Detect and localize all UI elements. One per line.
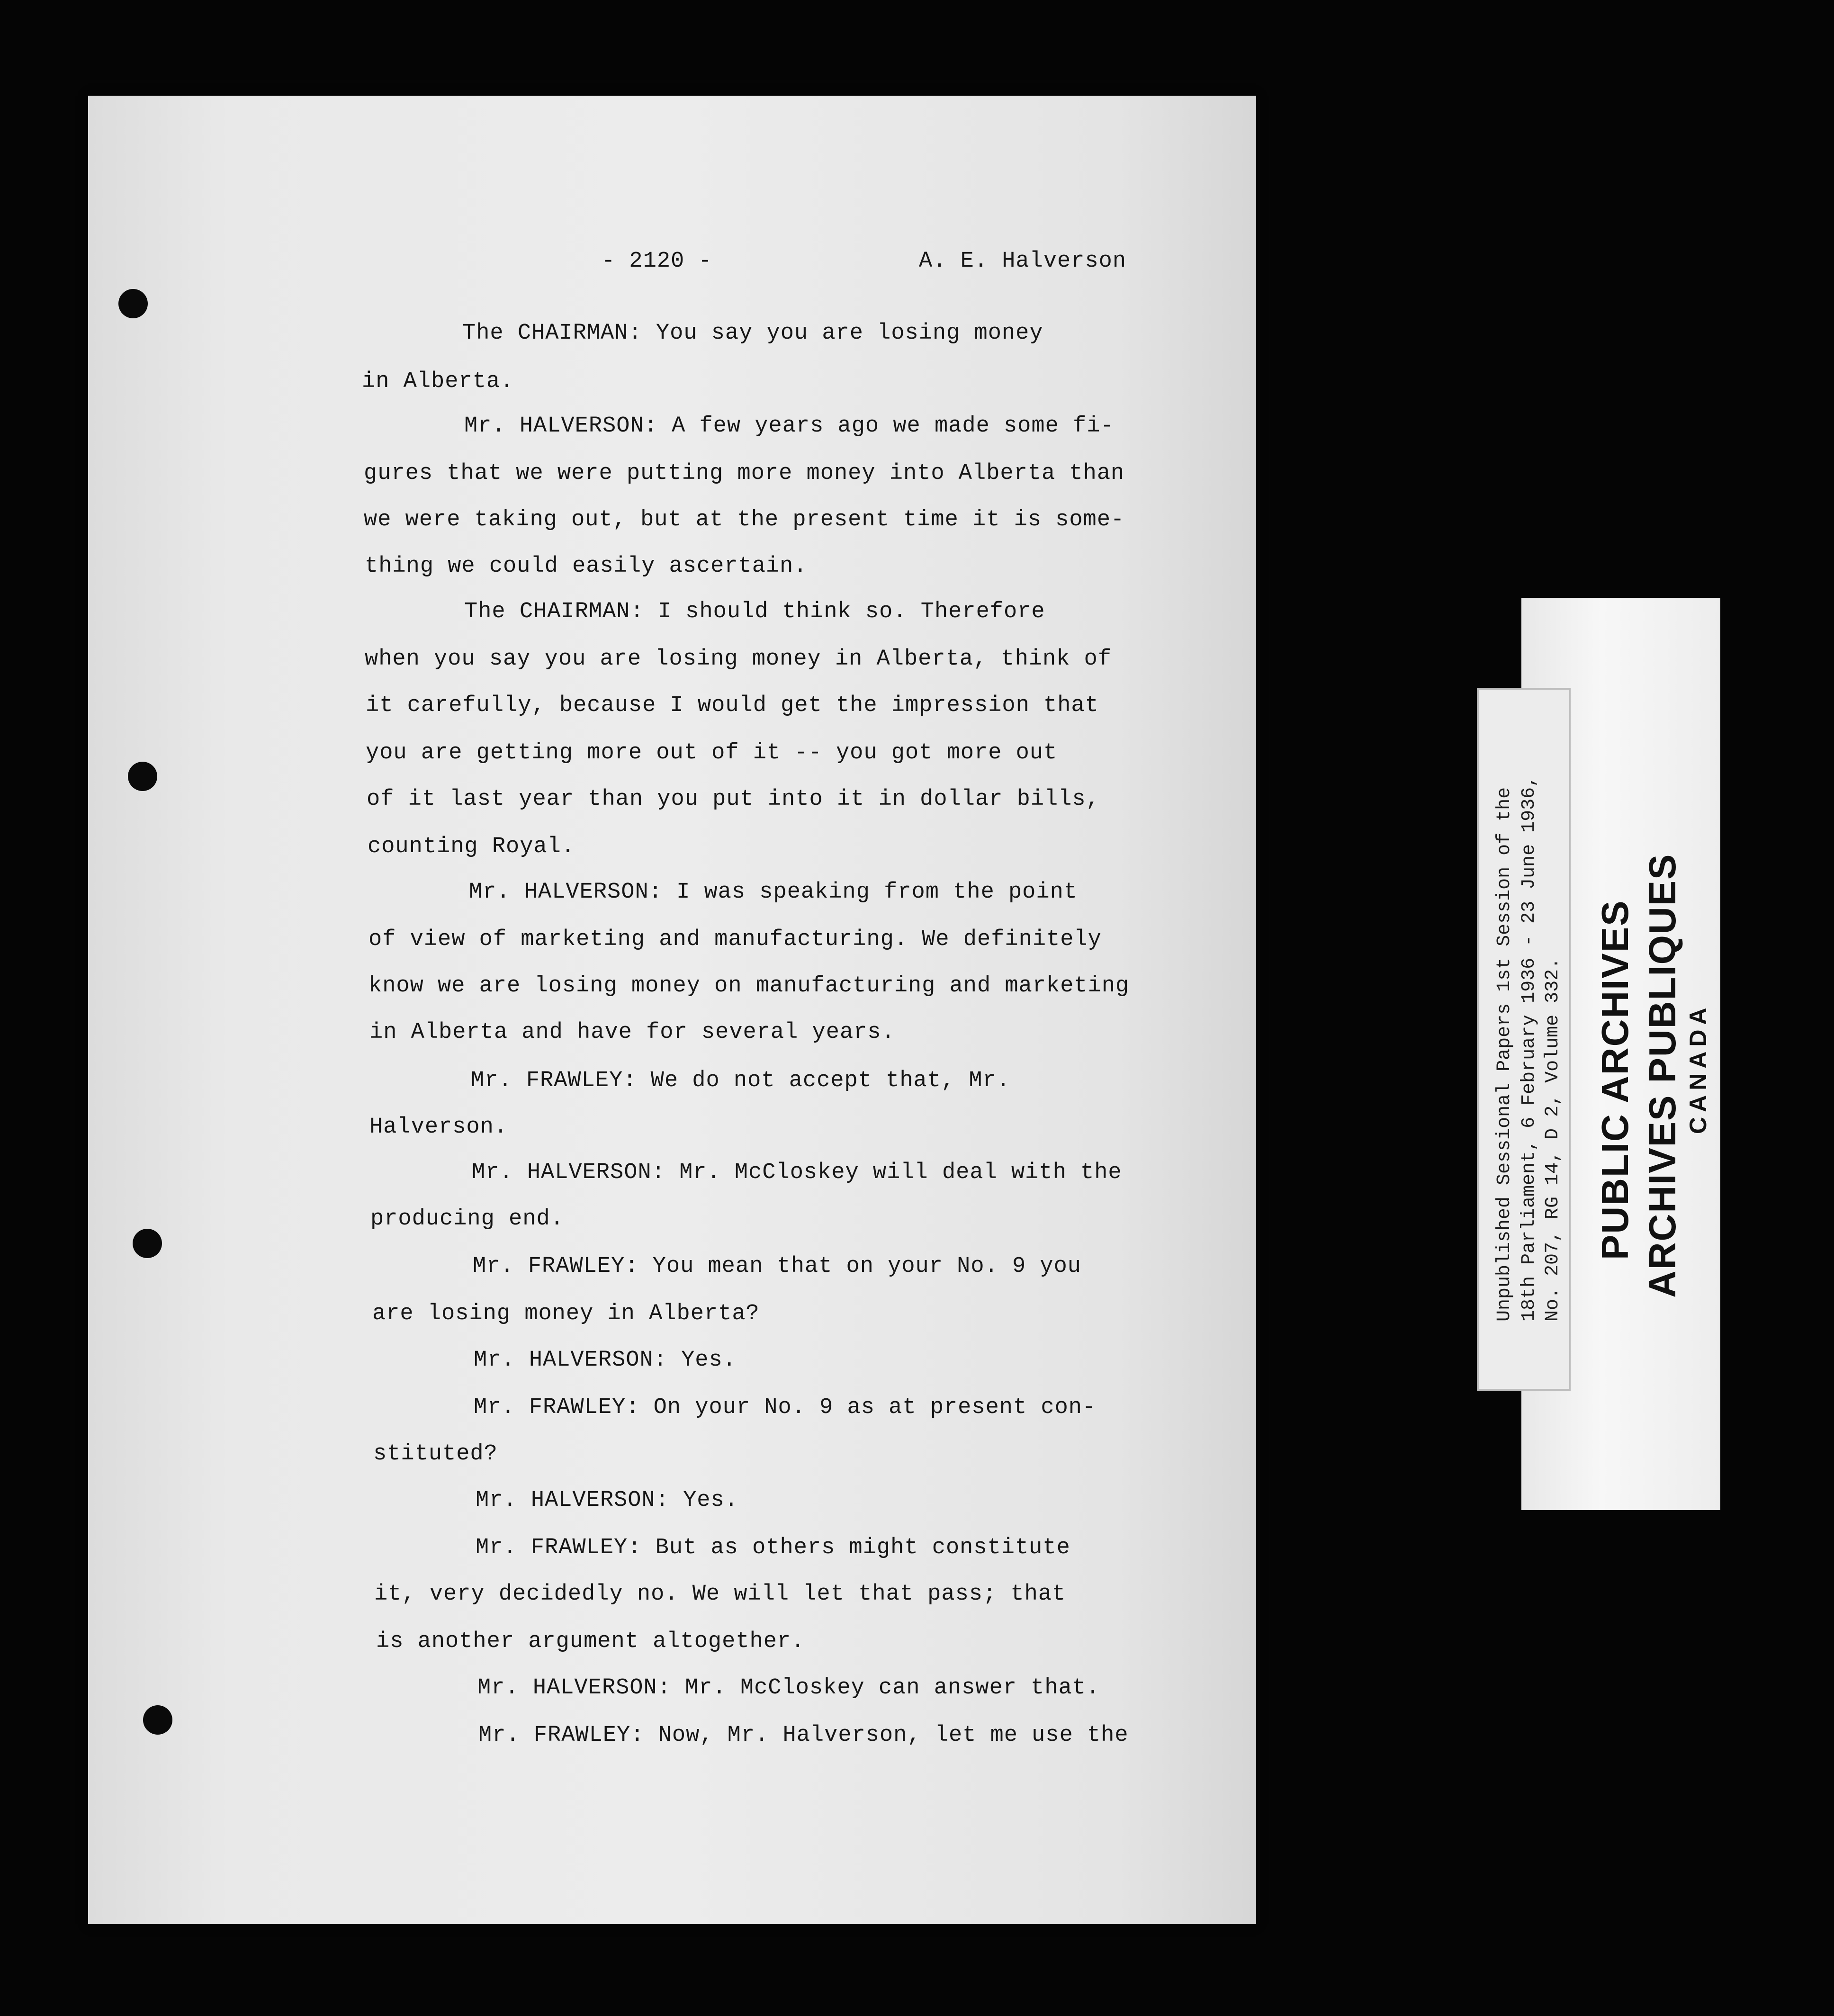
transcript-line: in Alberta. — [362, 369, 514, 394]
punch-hole — [143, 1705, 172, 1735]
transcript-line: Mr. FRAWLEY: You mean that on your No. 9 you — [473, 1254, 1082, 1279]
transcript-line: we were taking out, but at the present time it is some- — [364, 507, 1125, 532]
transcript-line: Mr. HALVERSON: A few years ago we made some fi- — [464, 414, 1115, 439]
punch-hole — [133, 1229, 162, 1258]
transcript-line: you are getting more out of it -- you got more out — [366, 740, 1058, 765]
transcript-line: Mr. FRAWLEY: We do not accept that, Mr. — [471, 1068, 1010, 1093]
source-line: 18th Parliament, 6 February 1936 - 23 June 1936, — [1519, 775, 1540, 1322]
transcript-line: Mr. FRAWLEY: Now, Mr. Halverson, let me use the — [478, 1723, 1129, 1748]
punch-hole — [118, 289, 148, 318]
witness-name: A. E. Halverson — [919, 249, 1127, 274]
archives-heading-en: PUBLIC ARCHIVES — [1594, 900, 1636, 1260]
transcript-line: is another argument altogether. — [376, 1629, 805, 1654]
transcript-line: Mr. HALVERSON: Mr. McCloskey will deal with the — [472, 1160, 1122, 1185]
transcript-line: Mr. HALVERSON: I was speaking from the point — [469, 880, 1078, 905]
transcript-line: Mr. HALVERSON: Yes. — [476, 1488, 738, 1513]
transcript-line: of view of marketing and manufacturing. We definitely — [369, 927, 1102, 952]
transcript-line: Mr. HALVERSON: Yes. — [474, 1348, 737, 1373]
page-number: - 2120 - — [602, 249, 712, 274]
source-line: Unpublished Sessional Papers 1st Session of the — [1494, 787, 1515, 1322]
transcript-line: of it last year than you put into it in dollar bills, — [367, 787, 1100, 812]
transcript-line: Mr. HALVERSON: Mr. McCloskey can answer that. — [477, 1675, 1100, 1701]
transcript-line: gures that we were putting more money into Alberta than — [364, 461, 1125, 486]
archives-country: CANADA — [1685, 1003, 1711, 1134]
archives-heading-fr: ARCHIVES PUBLIQUES — [1641, 853, 1683, 1298]
transcript-line: Mr. FRAWLEY: On your No. 9 as at present con- — [474, 1395, 1097, 1420]
transcript-line: in Alberta and have for several years. — [369, 1020, 895, 1045]
punch-hole — [128, 762, 157, 791]
transcript-line: know we are losing money on manufacturing and marketing — [369, 973, 1130, 999]
transcript-line: it carefully, because I would get the impression that — [366, 693, 1099, 718]
transcript-line: The CHAIRMAN: You say you are losing money — [462, 321, 1043, 346]
transcript-line: when you say you are losing money in Alberta, think of — [365, 647, 1112, 672]
transcript-line: counting Royal. — [368, 834, 575, 859]
transcript-line: Halverson. — [369, 1115, 508, 1140]
transcript-line: are losing money in Alberta? — [372, 1301, 760, 1326]
transcript-line: stituted? — [373, 1441, 498, 1467]
transcript-line: The CHAIRMAN: I should think so. Therefore — [464, 599, 1045, 624]
transcript-line: Mr. FRAWLEY: But as others might constitute — [476, 1535, 1070, 1560]
transcript-line: producing end. — [370, 1206, 564, 1232]
transcript-line: thing we could easily ascertain. — [365, 554, 808, 579]
source-line: No. 207, RG 14, D 2, Volume 332. — [1542, 957, 1564, 1322]
transcript-line: it, very decidedly no. We will let that pass; that — [374, 1582, 1066, 1607]
